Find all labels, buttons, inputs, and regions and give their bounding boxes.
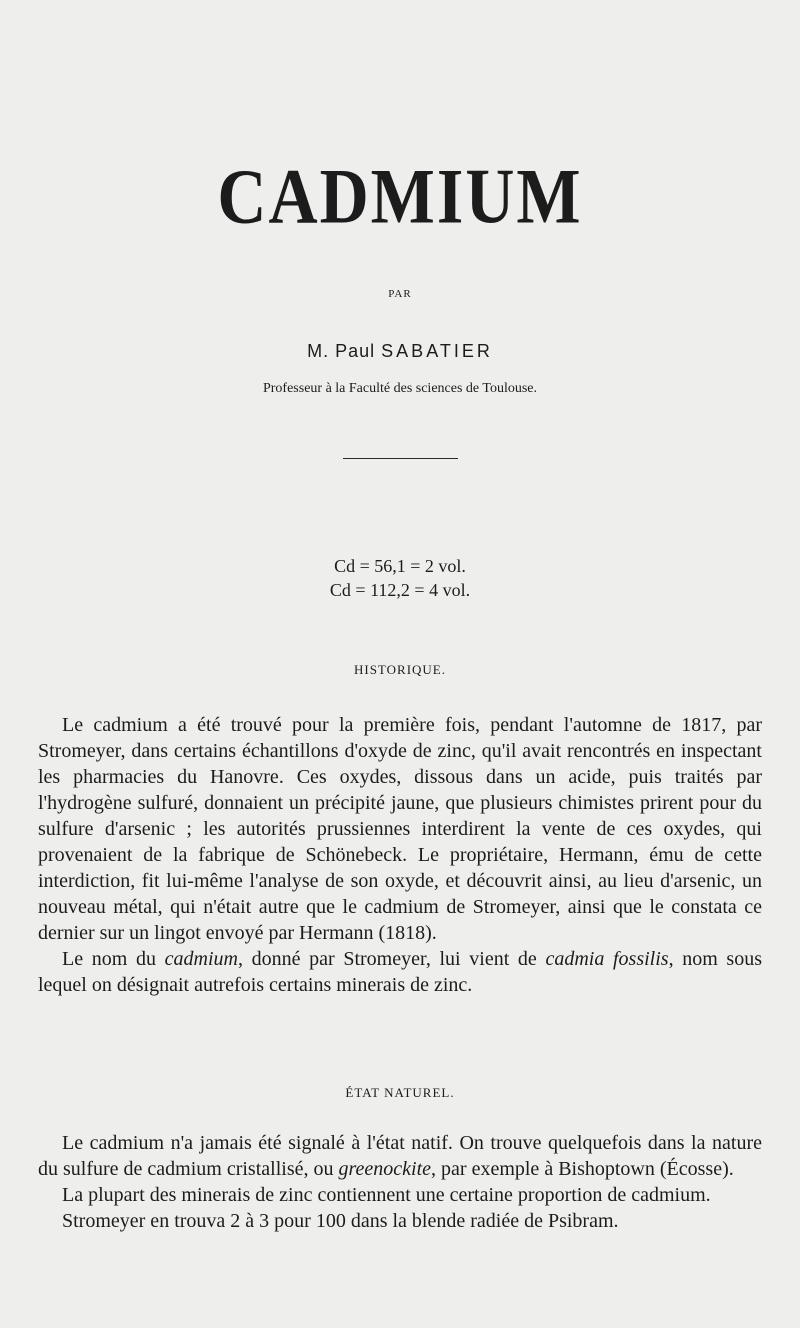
- by-label: PAR: [388, 288, 412, 300]
- paragraph: La plupart des minerais de zinc contiennent une certaine proportion de cadmium.: [62, 1184, 711, 1206]
- section-heading-historique: HISTORIQUE.: [353, 662, 446, 677]
- formula-molecular-weight: Cd = 112,2 = 4 vol.: [329, 580, 471, 600]
- paragraph: Le nom du cadmium, donné par Stromeyer, lui vient de cadmia fossilis, nom sous lequel on désignait autrefois certains minerais de zinc.: [38, 948, 762, 996]
- historique-body: [38, 712, 762, 998]
- divider-rule: [343, 458, 458, 459]
- author-line: [0, 341, 800, 362]
- paragraph: Stromeyer en trouva 2 à 3 pour 100 dans la blende radiée de Psibram.: [62, 1210, 619, 1232]
- page-title: CADMIUM: [217, 152, 583, 240]
- author-prefix: M. Paul: [307, 341, 376, 361]
- author-affiliation: Professeur à la Faculté des sciences de Toulouse.: [262, 381, 537, 396]
- paragraph: Le cadmium n'a jamais été signalé à l'état natif. On trouve quelquefois dans la nature du sulfure de cadmium cristallisé, ou greenockite, par exemple à Bishoptown (Écosse).: [38, 1132, 762, 1180]
- formula-atomic-weight: Cd = 56,1 = 2 vol.: [334, 556, 466, 576]
- paragraph: Le cadmium a été trouvé pour la première fois, pendant l'automne de 1817, par Stromeyer, dans certains échantillons d'oxyde de zinc, qu'il avait rencontrés en inspectant les pharmacies du Hanovre. Ces oxydes, dissous dans un acide, puis traités par l'hydrogène sulfuré, donnaient un précipité jaune, que plusieurs chimistes prirent pour du sulfure d'arsenic ; les autorités prussiennes interdirent la vente de ces oxydes, qui provenaient de la fabrique de Schönebeck. Le propriétaire, Hermann, ému de cette interdiction, fit lui-même l'analyse de son oxyde, et découvrit ainsi, au lieu d'arsenic, un nouveau métal, qui n'était autre que le cadmium de Stromeyer, ainsi que le constata ce dernier sur un lingot envoyé par Hermann (1818).: [38, 714, 762, 944]
- author-name: SABATIER: [381, 341, 493, 361]
- section-heading-etat-naturel: ÉTAT NATUREL.: [345, 1085, 455, 1100]
- etat-naturel-body: [38, 1130, 762, 1234]
